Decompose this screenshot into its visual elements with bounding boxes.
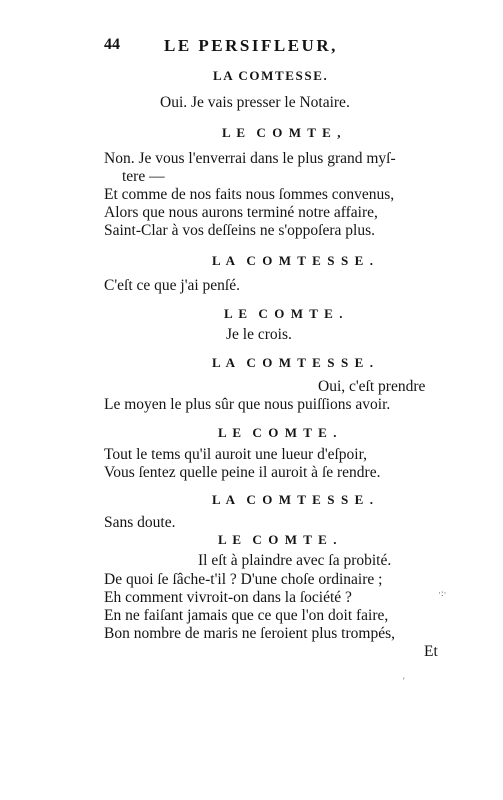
verse-line: Sans doute. — [104, 514, 176, 531]
catchword: Et — [424, 643, 438, 660]
speaker-label: L E C O M T E . — [218, 532, 339, 547]
ink-speck: ·:· — [438, 588, 447, 598]
speaker-label: LA COMTESSE. — [213, 68, 329, 83]
verse-line: Vous ſentez quelle peine il auroit à ſe rendre. — [104, 464, 381, 481]
verse-line: C'eſt ce que j'ai penſé. — [104, 277, 240, 294]
verse-line: De quoi ſe ſâche-t'il ? D'une choſe ordinaire ; — [104, 571, 383, 588]
verse-line: Le moyen le plus sûr que nous puiſſions avoir. — [104, 396, 391, 413]
verse-line: En ne faiſant jamais que ce que l'on doit faire, — [104, 607, 389, 624]
verse-line: Je le crois. — [226, 326, 292, 343]
speaker-label: L A C O M T E S S E . — [212, 355, 375, 370]
verse-line: Saint-Clar à vos deſſeins ne s'oppoſera plus. — [104, 222, 375, 239]
verse-line: Oui. Je vais presser le Notaire. — [160, 94, 350, 111]
verse-line: Il eſt à plaindre avec ſa probité. — [198, 552, 392, 569]
verse-line: Oui, c'eſt prendre — [318, 378, 426, 395]
speaker-label: L E C O M T E , — [222, 125, 343, 140]
verse-line: tere — — [122, 168, 165, 185]
verse-line: Bon nombre de maris ne ſeroient plus trompés, — [104, 625, 395, 642]
speaker-label: L A C O M T E S S E . — [212, 492, 375, 507]
speaker-label: L E C O M T E . — [218, 425, 339, 440]
verse-line: Alors que nous aurons terminé notre affaire, — [104, 204, 378, 221]
speaker-label: L E C O M T E . — [224, 306, 345, 321]
speaker-label: L A C O M T E S S E . — [212, 253, 375, 268]
page-number: 44 — [104, 36, 120, 53]
ink-speck: ' — [403, 676, 405, 686]
verse-line: Et comme de nos faits nous ſommes convenus, — [104, 186, 395, 203]
verse-line: Tout le tems qu'il auroit une lueur d'eſpoir, — [104, 446, 368, 463]
running-head: LE PERSIFLEUR, — [164, 36, 338, 55]
verse-line: Eh comment vivroit-on dans la ſociété ? — [104, 589, 352, 606]
verse-line: Non. Je vous l'enverrai dans le plus grand myſ- — [104, 150, 396, 167]
